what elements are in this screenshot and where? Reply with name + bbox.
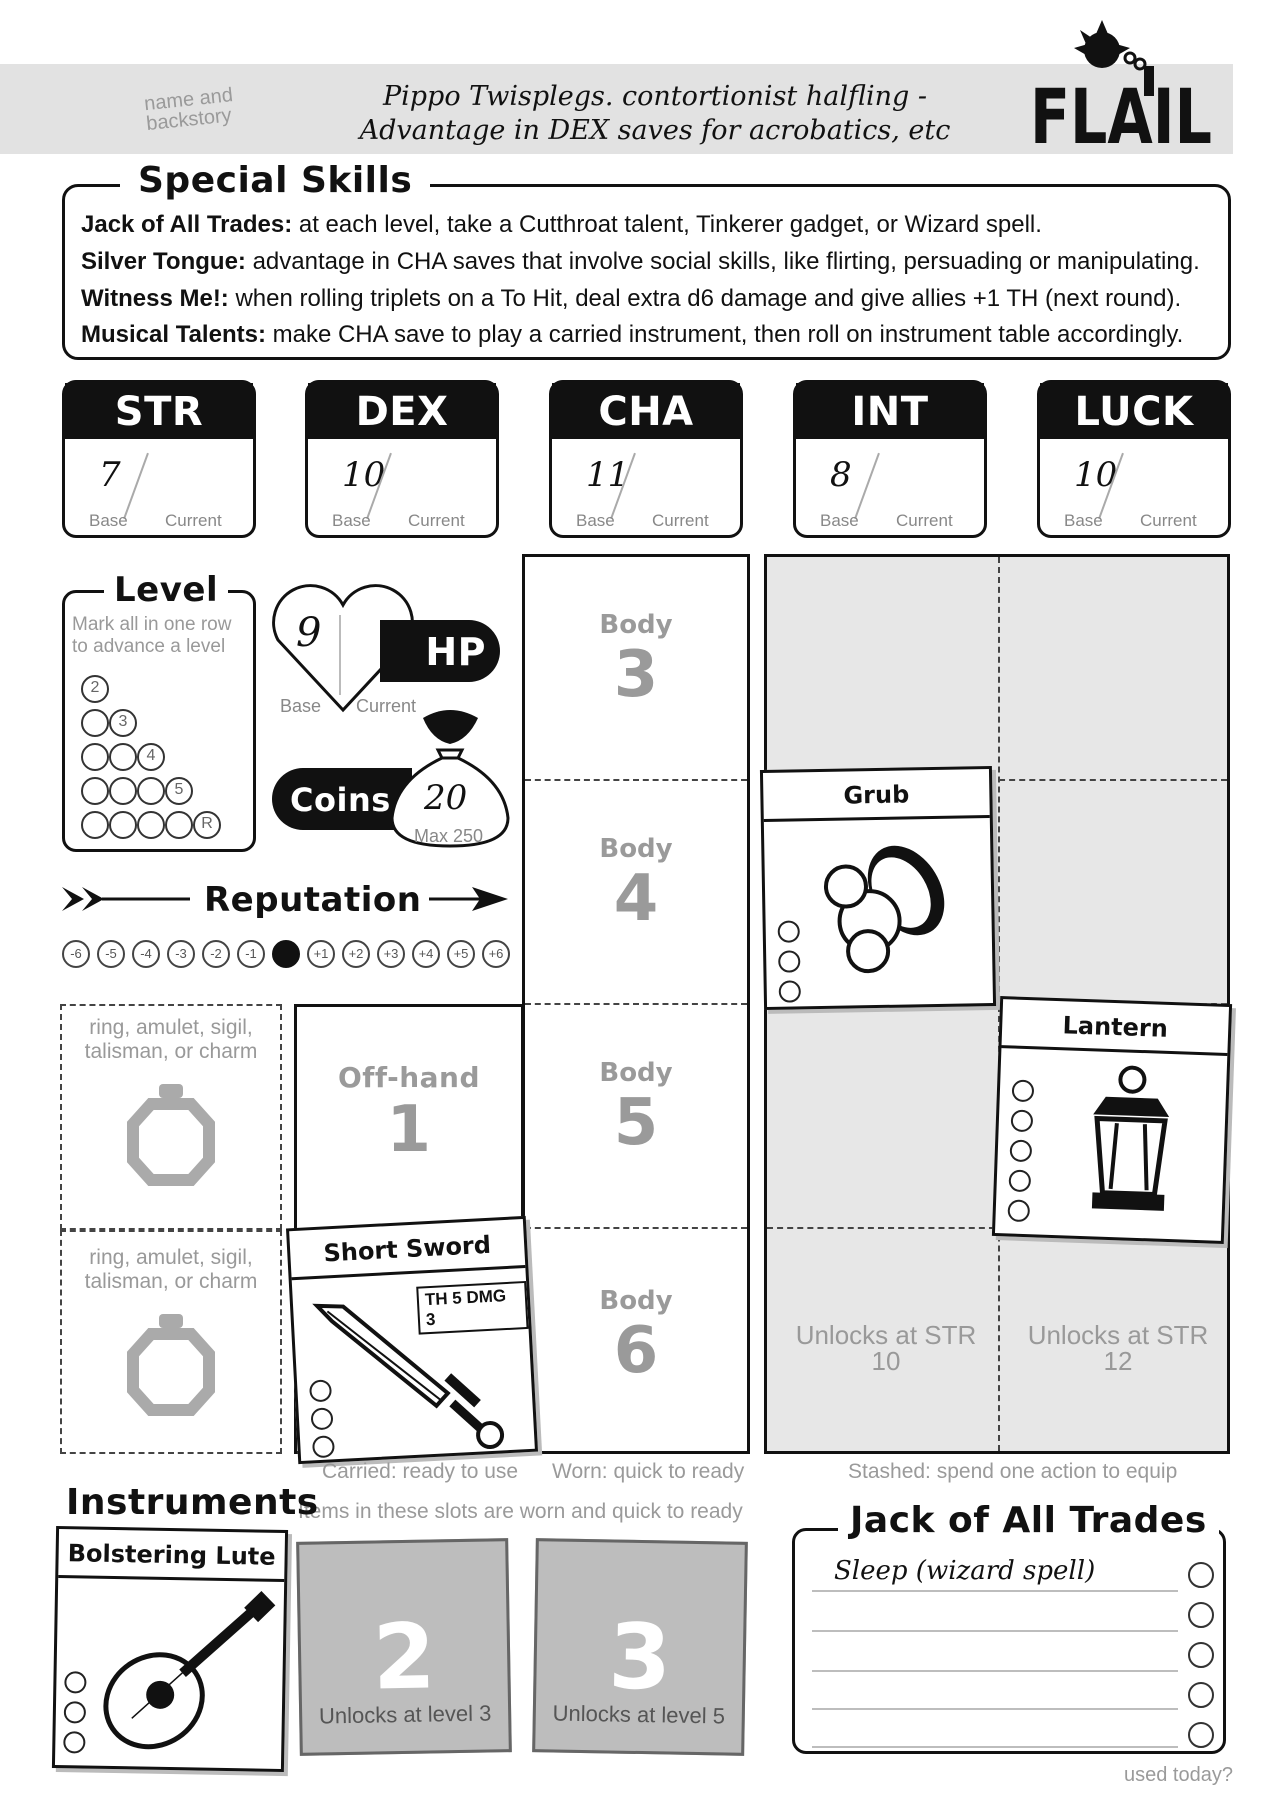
body-slot-5[interactable] — [522, 1058, 750, 1158]
body-slot-number: 5 — [613, 1086, 659, 1160]
body-slot-4[interactable] — [522, 834, 750, 934]
body-slot-label: Body — [599, 610, 673, 640]
stat-current-label: Current — [896, 511, 953, 530]
stat-base-label: Base — [820, 511, 859, 530]
sword-icon — [313, 1290, 521, 1450]
use-checkbox[interactable] — [64, 1671, 86, 1693]
body-slot-label: Body — [599, 1058, 673, 1088]
hp-base-label: Base — [280, 696, 322, 716]
instrument-slot-unlock: Unlocks at level 5 — [552, 1700, 726, 1729]
stat-base-label: Base — [89, 511, 128, 530]
jack-entry-line — [812, 1670, 1178, 1672]
reputation-title: Reputation — [196, 880, 429, 920]
stat-name: STR — [65, 383, 253, 439]
body-slot-number: 3 — [613, 638, 659, 712]
reputation-mark[interactable]: -5 — [97, 940, 125, 968]
reputation-mark[interactable]: -1 — [237, 940, 265, 968]
stat-box-str[interactable] — [62, 380, 256, 538]
reputation-scale — [62, 940, 512, 970]
jack-of-all-trades-title: Jack of All Trades — [838, 1500, 1219, 1541]
jack-entry-line — [812, 1746, 1178, 1748]
stat-current-label: Current — [408, 511, 465, 530]
grub-card[interactable] — [760, 766, 996, 1010]
use-checkbox[interactable] — [64, 1701, 86, 1723]
flail-logo — [1030, 18, 1230, 161]
stat-box-luck[interactable] — [1037, 380, 1231, 538]
use-checkbox[interactable] — [63, 1731, 85, 1753]
skill-musical-talents: Musical Talents: make CHA save to play a carried instrument, then roll on instrument table accordingly. — [81, 321, 1184, 348]
skill-witness-me: Witness Me!: when rolling triplets on a To Hit, deal extra d6 damage and give allies +1 TH (next round). — [81, 285, 1182, 312]
stat-divider — [854, 453, 880, 519]
grub-food-icon — [810, 830, 963, 983]
use-checkbox[interactable] — [1008, 1169, 1031, 1192]
hp-current-label: Current — [356, 696, 417, 716]
lute-icon — [91, 1588, 284, 1761]
svg-text:FLAIL: FLAIL — [1030, 72, 1212, 161]
ring-icon — [121, 1080, 221, 1190]
use-checkbox[interactable] — [779, 980, 801, 1002]
skill-silver-tongue: Silver Tongue: advantage in CHA saves that involve social skills, like flirting, persuading or manipulating. — [81, 248, 1200, 275]
offhand-label-group — [297, 1061, 521, 1166]
stat-base-value[interactable]: 11 — [586, 455, 630, 495]
stat-box-cha[interactable] — [549, 380, 743, 538]
instruments-title: Instruments — [66, 1482, 319, 1523]
reputation-mark[interactable]: -3 — [167, 940, 195, 968]
stat-base-label: Base — [332, 511, 371, 530]
used-today-checkbox[interactable] — [1188, 1682, 1214, 1708]
card-title: Lantern — [1001, 999, 1229, 1056]
character-name-text[interactable]: Pippo Twisplegs. contortionist halfling - Advantage in DEX saves for acrobatics, etc — [359, 81, 951, 146]
stat-box-dex[interactable] — [305, 380, 499, 538]
slot-divider — [525, 779, 747, 781]
stat-base-label: Base — [1064, 511, 1103, 530]
reputation-mark[interactable]: +4 — [412, 940, 440, 968]
stat-name: INT — [796, 383, 984, 439]
used-today-checkbox[interactable] — [1188, 1562, 1214, 1588]
card-title: Grub — [763, 769, 990, 822]
hp-badge: HP — [380, 620, 500, 682]
level-row-label: 2 — [90, 679, 100, 696]
used-today-label: used today? — [1124, 1764, 1233, 1786]
reputation-mark[interactable]: +1 — [307, 940, 335, 968]
used-today-checkbox[interactable] — [1188, 1642, 1214, 1668]
level-title: Level — [104, 570, 228, 610]
reputation-zero-mark[interactable] — [272, 940, 300, 968]
stashed-caption: Stashed: spend one action to equip — [848, 1460, 1178, 1483]
stat-current-label: Current — [652, 511, 709, 530]
lantern-icon — [1061, 1061, 1187, 1225]
stash-unlock-str10: Unlocks at STR 10 — [795, 1320, 977, 1376]
instrument-slot-number: 3 — [607, 1604, 673, 1711]
stat-current-label: Current — [1140, 511, 1197, 530]
stat-base-value[interactable]: 10 — [342, 455, 386, 495]
level-note: Mark all in one row to advance a level — [72, 614, 232, 657]
sword-stats-badge: TH 5 DMG 3 — [416, 1281, 528, 1335]
reputation-mark[interactable]: -2 — [202, 940, 230, 968]
special-skills-title: Special Skills — [120, 160, 430, 201]
body-slot-label: Body — [599, 1286, 673, 1316]
card-title: Short Sword — [289, 1219, 525, 1280]
charm-slot-label: ring, amulet, sigil, talisman, or charm — [84, 1246, 258, 1293]
stat-base-value[interactable]: 10 — [1074, 455, 1118, 495]
use-checkbox[interactable] — [778, 920, 800, 942]
stat-name: CHA — [552, 383, 740, 439]
charm-slot-1[interactable] — [60, 1004, 282, 1230]
stat-base-label: Base — [576, 511, 615, 530]
stat-divider — [123, 453, 149, 519]
worn-caption: Worn: quick to ready — [552, 1460, 745, 1483]
name-label: name and backstory — [143, 84, 234, 136]
stat-current-label: Current — [165, 511, 222, 530]
charm-slot-2[interactable] — [60, 1230, 282, 1454]
jack-entry-1[interactable]: Sleep (wizard spell) — [834, 1556, 1096, 1586]
offhand-number: 1 — [386, 1093, 432, 1167]
charm-slot-label: ring, amulet, sigil, talisman, or charm — [84, 1016, 258, 1063]
body-slot-label: Body — [599, 834, 673, 864]
ring-icon — [121, 1310, 221, 1420]
reputation-mark[interactable]: +5 — [447, 940, 475, 968]
use-checkbox[interactable] — [778, 950, 800, 972]
stat-box-int[interactable] — [793, 380, 987, 538]
use-checkbox[interactable] — [1009, 1139, 1032, 1162]
skill-jack: Jack of All Trades: at each level, take a Cutthroat talent, Tinkerer gadget, or Wizard spell. — [81, 211, 1042, 238]
instrument-slot-3[interactable] — [532, 1538, 748, 1756]
stat-name: LUCK — [1040, 383, 1228, 439]
offhand-label: Off-hand — [337, 1061, 481, 1094]
use-checkbox[interactable] — [1011, 1109, 1034, 1132]
card-title: Bolstering Lute — [58, 1529, 285, 1582]
slot-divider — [525, 1003, 747, 1005]
reputation-mark[interactable]: -4 — [132, 940, 160, 968]
reputation-mark[interactable]: +6 — [482, 940, 510, 968]
stat-base-value[interactable]: 8 — [830, 455, 852, 495]
stash-unlock-str12: Unlocks at STR 12 — [1027, 1320, 1209, 1376]
bolstering-lute-card[interactable] — [52, 1526, 288, 1772]
coins-badge: Coins — [272, 768, 412, 830]
use-checkbox[interactable] — [312, 1435, 335, 1458]
hp-base-value[interactable]: 9 — [296, 610, 322, 656]
use-checkbox[interactable] — [1007, 1199, 1030, 1222]
used-today-checkbox[interactable] — [1188, 1602, 1214, 1628]
body-slot-6[interactable] — [522, 1286, 750, 1386]
use-checkbox[interactable] — [1012, 1079, 1035, 1102]
body-slot-3[interactable] — [522, 610, 750, 710]
level-row-label: 4 — [146, 747, 156, 764]
stat-base-value[interactable]: 7 — [99, 455, 121, 495]
jack-entry-line — [812, 1708, 1178, 1710]
used-today-checkbox[interactable] — [1188, 1722, 1214, 1748]
carried-caption: Carried: ready to use — [322, 1460, 519, 1483]
coins-max: Max 250 — [414, 826, 484, 846]
level-row-label: 5 — [174, 781, 184, 798]
instrument-slot-number: 2 — [371, 1604, 437, 1711]
special-skills-box — [62, 184, 1231, 360]
short-sword-card[interactable] — [286, 1216, 538, 1464]
coins-value[interactable]: 20 — [424, 778, 468, 818]
instrument-slot-unlock: Unlocks at level 3 — [318, 1700, 492, 1729]
reputation-mark[interactable]: +2 — [342, 940, 370, 968]
jack-entry-line — [812, 1590, 1178, 1592]
lantern-card[interactable] — [992, 996, 1232, 1244]
level-row-label: 3 — [118, 713, 128, 730]
reputation-mark[interactable]: +3 — [377, 940, 405, 968]
instruments-note: Items in these slots are worn and quick to ready — [298, 1500, 743, 1523]
level-row-label: R — [201, 815, 213, 832]
body-slot-number: 4 — [613, 862, 659, 936]
slot-divider — [525, 1227, 747, 1229]
jack-entry-line — [812, 1630, 1178, 1632]
instrument-slot-2[interactable] — [296, 1538, 512, 1756]
body-slot-number: 6 — [613, 1314, 659, 1388]
stat-name: DEX — [308, 383, 496, 439]
reputation-mark[interactable]: -6 — [62, 940, 90, 968]
